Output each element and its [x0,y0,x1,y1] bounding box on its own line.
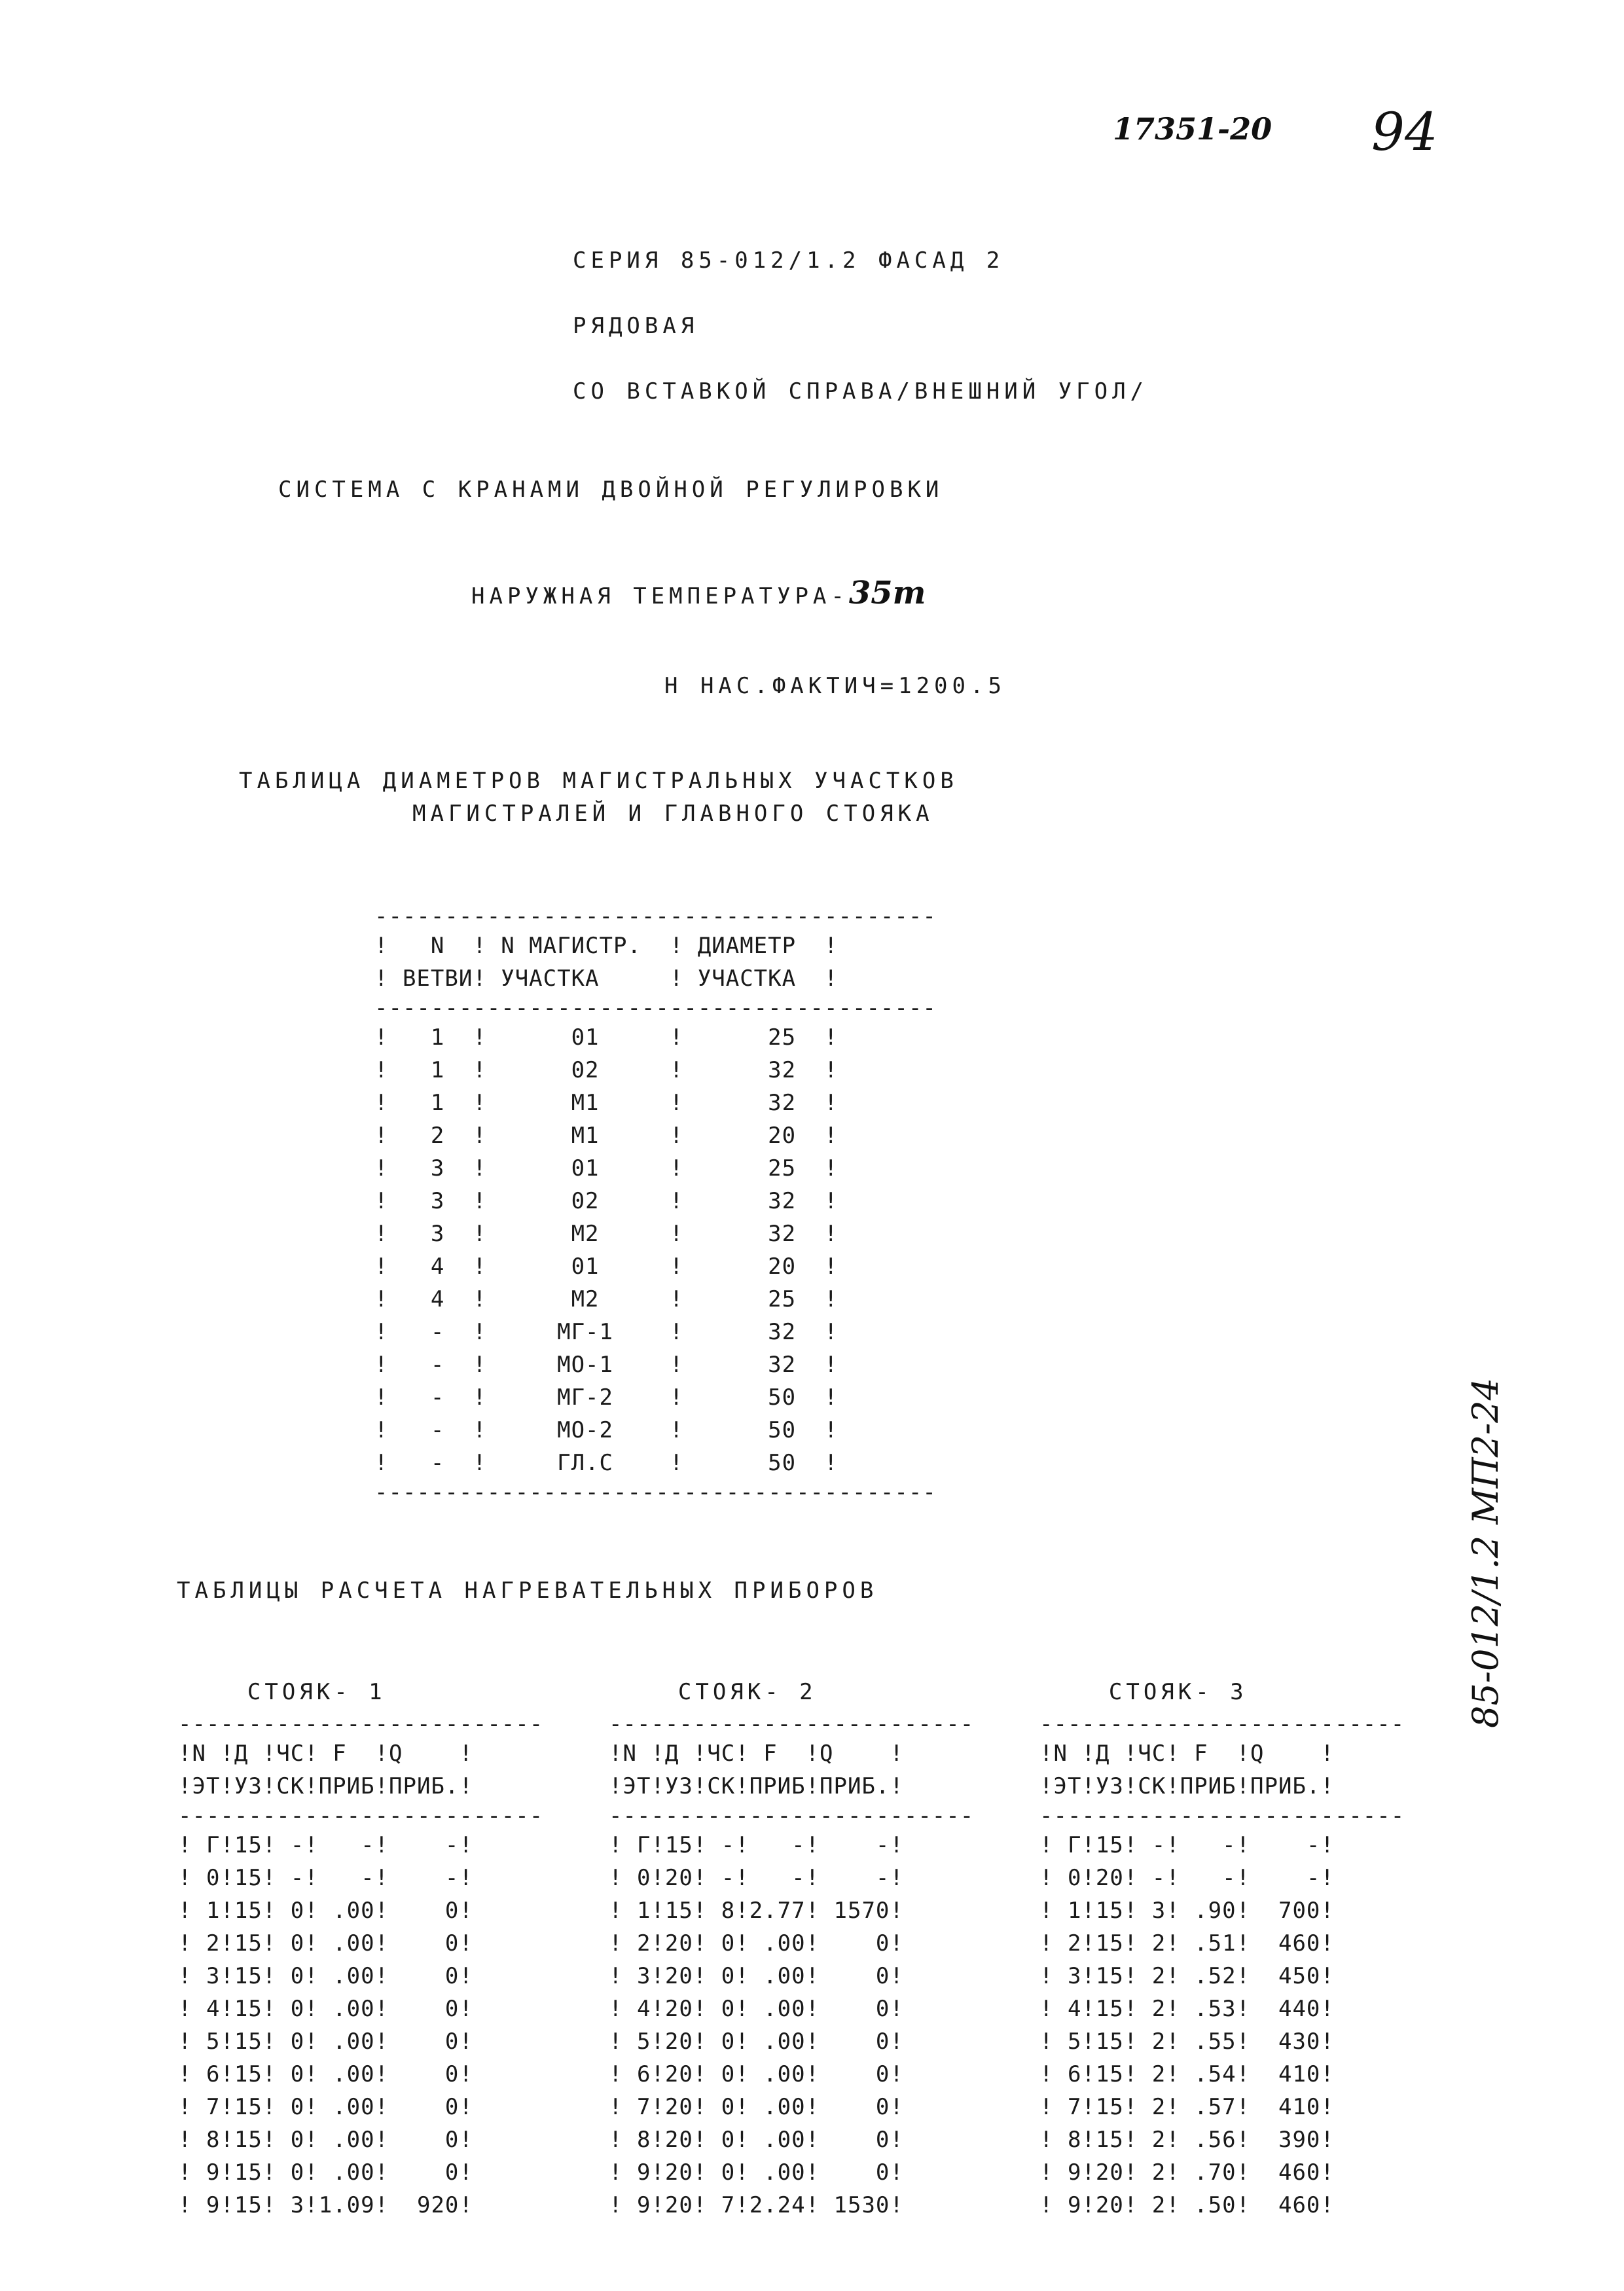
riser-row: ! 1!15! 3! .90! 700! [1039,1898,1335,1924]
riser-row: ! 3!15! 2! .52! 450! [1039,1963,1335,1989]
riser-row: ! 2!20! 0! .00! 0! [609,1930,904,1957]
riser-row: ! 9!20! 2! .70! 460! [1039,2159,1335,2186]
riser-row: ! 1!15! 0! .00! 0! [178,1898,473,1924]
riser-row: ! 2!15! 2! .51! 460! [1039,1930,1335,1957]
riser-header-row: !ЭТ!УЗ!СК!ПРИБ!ПРИБ.! [178,1773,473,1799]
riser-row: ! 6!20! 0! .00! 0! [609,2061,904,2087]
table1-header-rule: ---------------------------------------- [374,995,937,1021]
riser-row: ! 3!15! 0! .00! 0! [178,1963,473,1989]
riser-row: ! 4!15! 0! .00! 0! [178,1996,473,2022]
riser-row: ! 7!20! 0! .00! 0! [609,2094,904,2120]
insert-line: СО ВСТАВКОЙ СПРАВА/ВНЕШНИЙ УГОЛ/ [573,378,1149,405]
diameter-table [374,903,937,1506]
outdoor-temperature-label: НАРУЖНАЯ ТЕМПЕРАТУРА- [471,583,849,609]
table1-row: ! - ! МО-1 ! 32 ! [374,1352,839,1378]
page-number: 94 [1371,101,1438,162]
system-line: СИСТЕМА С КРАНАМИ ДВОЙНОЙ РЕГУЛИРОВКИ [278,477,944,503]
riser-row: ! 4!20! 0! .00! 0! [609,1996,904,2022]
riser-table-2 [609,1676,974,2222]
table1-row: ! 1 ! М1 ! 32 ! [374,1090,839,1116]
riser-row: ! 1!15! 8!2.77! 1570! [609,1898,904,1924]
table1-header-row: ! ВЕТВИ! УЧАСТКА ! УЧАСТКА ! [374,965,839,992]
riser-row: ! 6!15! 0! .00! 0! [178,2061,473,2087]
riser-row: ! 0!15! -! -! -! [178,1865,473,1891]
table2-title: ТАБЛИЦЫ РАСЧЕТА НАГРЕВАТЕЛЬНЫХ ПРИБОРОВ [177,1578,878,1604]
riser-title: СТОЯК- 1 [178,1679,386,1705]
riser-top-rule: -------------------------- [178,1711,544,1737]
table1-title-line2: МАГИСТРАЛЕЙ И ГЛАВНОГО СТОЯКА [412,801,934,827]
riser-row: ! 6!15! 2! .54! 410! [1039,2061,1335,2087]
table1-header-row: ! N ! N МАГИСТР. ! ДИАМЕТР ! [374,933,839,959]
riser-header-row: !ЭТ!УЗ!СК!ПРИБ!ПРИБ.! [609,1773,904,1799]
side-stamp: 85-012/1.2 МП2-24 [1465,1378,1506,1728]
riser-top-rule: -------------------------- [1039,1711,1405,1737]
riser-row: ! 2!15! 0! .00! 0! [178,1930,473,1957]
table1-row: ! 2 ! М1 ! 20 ! [374,1123,839,1149]
riser-row: ! 9!20! 0! .00! 0! [609,2159,904,2186]
table1-row: ! 3 ! 01 ! 25 ! [374,1155,839,1182]
document-code: 17351-20 [1113,111,1272,147]
riser-row: ! Г!15! -! -! -! [609,1832,904,1858]
table1-bottom-rule: ---------------------------------------- [374,1479,937,1506]
riser-row: ! Г!15! -! -! -! [1039,1832,1335,1858]
riser-row: ! 5!15! 0! .00! 0! [178,2029,473,2055]
riser-header-row: !N !Д !ЧС! F !Q ! [1039,1741,1335,1767]
riser-row: ! 5!15! 2! .55! 430! [1039,2029,1335,2055]
riser-header-rule: -------------------------- [609,1803,975,1829]
table1-row: ! - ! МГ-2 ! 50 ! [374,1384,839,1411]
table1-row: ! - ! ГЛ.С ! 50 ! [374,1450,839,1476]
riser-row: ! 3!20! 0! .00! 0! [609,1963,904,1989]
table1-title-line1: ТАБЛИЦА ДИАМЕТРОВ МАГИСТРАЛЬНЫХ УЧАСТКОВ [239,768,958,794]
riser-header-rule: -------------------------- [178,1803,544,1829]
table1-top-rule: ---------------------------------------- [374,903,937,929]
riser-row: ! 8!15! 2! .56! 390! [1039,2127,1335,2153]
table1-row: ! 3 ! М2 ! 32 ! [374,1221,839,1247]
riser-header-row: !N !Д !ЧС! F !Q ! [609,1741,904,1767]
riser-row: ! 9!15! 3!1.09! 920! [178,2192,473,2218]
series-line: СЕРИЯ 85-012/1.2 ФАСАД 2 [573,247,1005,274]
riser-row: ! 4!15! 2! .53! 440! [1039,1996,1335,2022]
row-type-line: РЯДОВАЯ [573,313,699,339]
riser-row: ! 7!15! 2! .57! 410! [1039,2094,1335,2120]
riser-top-rule: -------------------------- [609,1711,975,1737]
outdoor-temperature-line [471,575,926,611]
riser-header-rule: -------------------------- [1039,1803,1405,1829]
riser-header-row: !N !Д !ЧС! F !Q ! [178,1741,473,1767]
riser-table-1 [178,1676,543,2222]
riser-row: ! 9!15! 0! .00! 0! [178,2159,473,2186]
table1-row: ! - ! МО-2 ! 50 ! [374,1417,839,1443]
outdoor-temperature-value: 35т [848,575,926,611]
riser-row: ! 7!15! 0! .00! 0! [178,2094,473,2120]
table1-row: ! 4 ! М2 ! 25 ! [374,1286,839,1312]
riser-row: ! 9!20! 7!2.24! 1530! [609,2192,904,2218]
riser-row: ! 8!15! 0! .00! 0! [178,2127,473,2153]
table1-row: ! 1 ! 01 ! 25 ! [374,1024,839,1051]
table1-row: ! - ! МГ-1 ! 32 ! [374,1319,839,1345]
riser-row: ! 0!20! -! -! -! [1039,1865,1335,1891]
table1-row: ! 3 ! 02 ! 32 ! [374,1188,839,1214]
riser-table-3 [1039,1676,1405,2222]
riser-row: ! 9!20! 2! .50! 460! [1039,2192,1335,2218]
table1-row: ! 1 ! 02 ! 32 ! [374,1057,839,1083]
riser-row: ! 5!20! 0! .00! 0! [609,2029,904,2055]
riser-row: ! 0!20! -! -! -! [609,1865,904,1891]
riser-header-row: !ЭТ!УЗ!СК!ПРИБ!ПРИБ.! [1039,1773,1335,1799]
riser-row: ! 8!20! 0! .00! 0! [609,2127,904,2153]
pressure-line: Н НАС.ФАКТИЧ=1200.5 [664,673,1006,699]
table1-row: ! 4 ! 01 ! 20 ! [374,1254,839,1280]
riser-row: ! Г!15! -! -! -! [178,1832,473,1858]
riser-title: СТОЯК- 2 [609,1679,817,1705]
riser-title: СТОЯК- 3 [1039,1679,1248,1705]
